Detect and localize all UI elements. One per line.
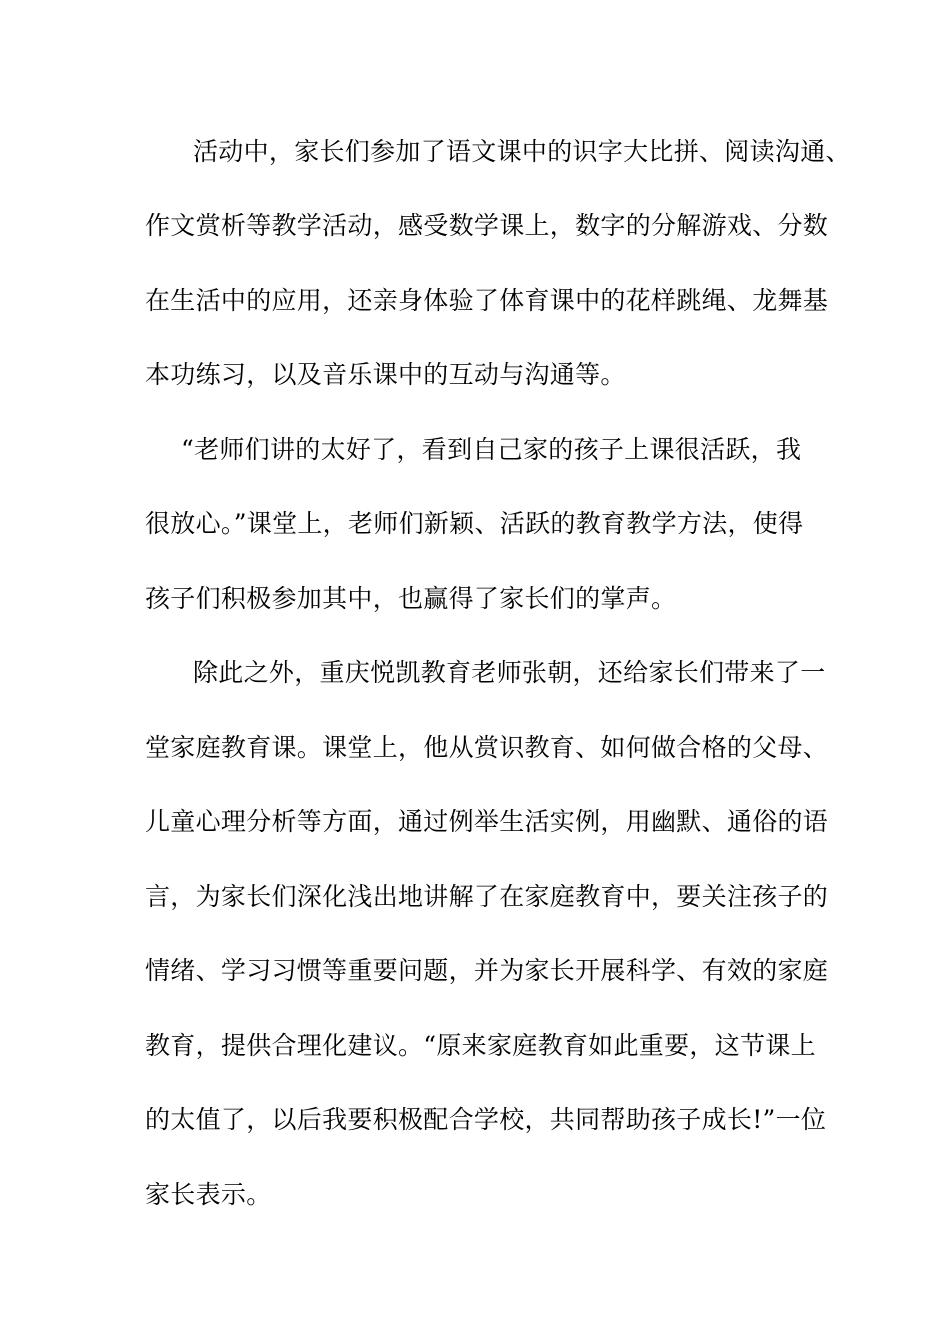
paragraph-line: 教育，提供合理化建议。“原来家庭教育如此重要，这节课上 — [145, 1031, 816, 1060]
paragraph-line: 言，为家长们深化浅出地讲解了在家庭教育中，要关注孩子的 — [145, 882, 829, 911]
paragraph-line: 活动中，家长们参加了语文课中的识字大比拼、阅读沟通、 — [193, 137, 851, 166]
paragraph-line: 堂家庭教育课。课堂上，他从赏识教育、如何做合格的父母、 — [145, 733, 829, 762]
paragraph-line: 情绪、学习习惯等重要问题，并为家长开展科学、有效的家庭 — [145, 956, 829, 985]
paragraph-line: 在生活中的应用，还亲身体验了体育课中的花样跳绳、龙舞基 — [145, 286, 829, 315]
paragraph-line: 家长表示。 — [145, 1180, 272, 1209]
paragraph-line: “老师们讲的太好了，看到自己家的孩子上课很活跃，我 — [181, 435, 802, 464]
paragraph-line: 的太值了，以后我要积极配合学校，共同帮助孩子成长!”一位 — [145, 1105, 827, 1134]
paragraph-line: 孩子们积极参加其中，也赢得了家长们的掌声。 — [145, 584, 677, 613]
paragraph-line: 除此之外，重庆悦凯教育老师张朝，还给家长们带来了一 — [193, 658, 826, 687]
paragraph-line: 本功练习，以及音乐课中的互动与沟通等。 — [145, 360, 626, 389]
paragraph-line: 儿童心理分析等方面，通过例举生活实例，用幽默、通俗的语 — [145, 807, 829, 836]
paragraph-line: 作文赏析等教学活动，感受数学课上，数字的分解游戏、分数 — [145, 211, 829, 240]
paragraph-line: 很放心。”课堂上，老师们新颖、活跃的教育教学方法，使得 — [145, 509, 804, 538]
